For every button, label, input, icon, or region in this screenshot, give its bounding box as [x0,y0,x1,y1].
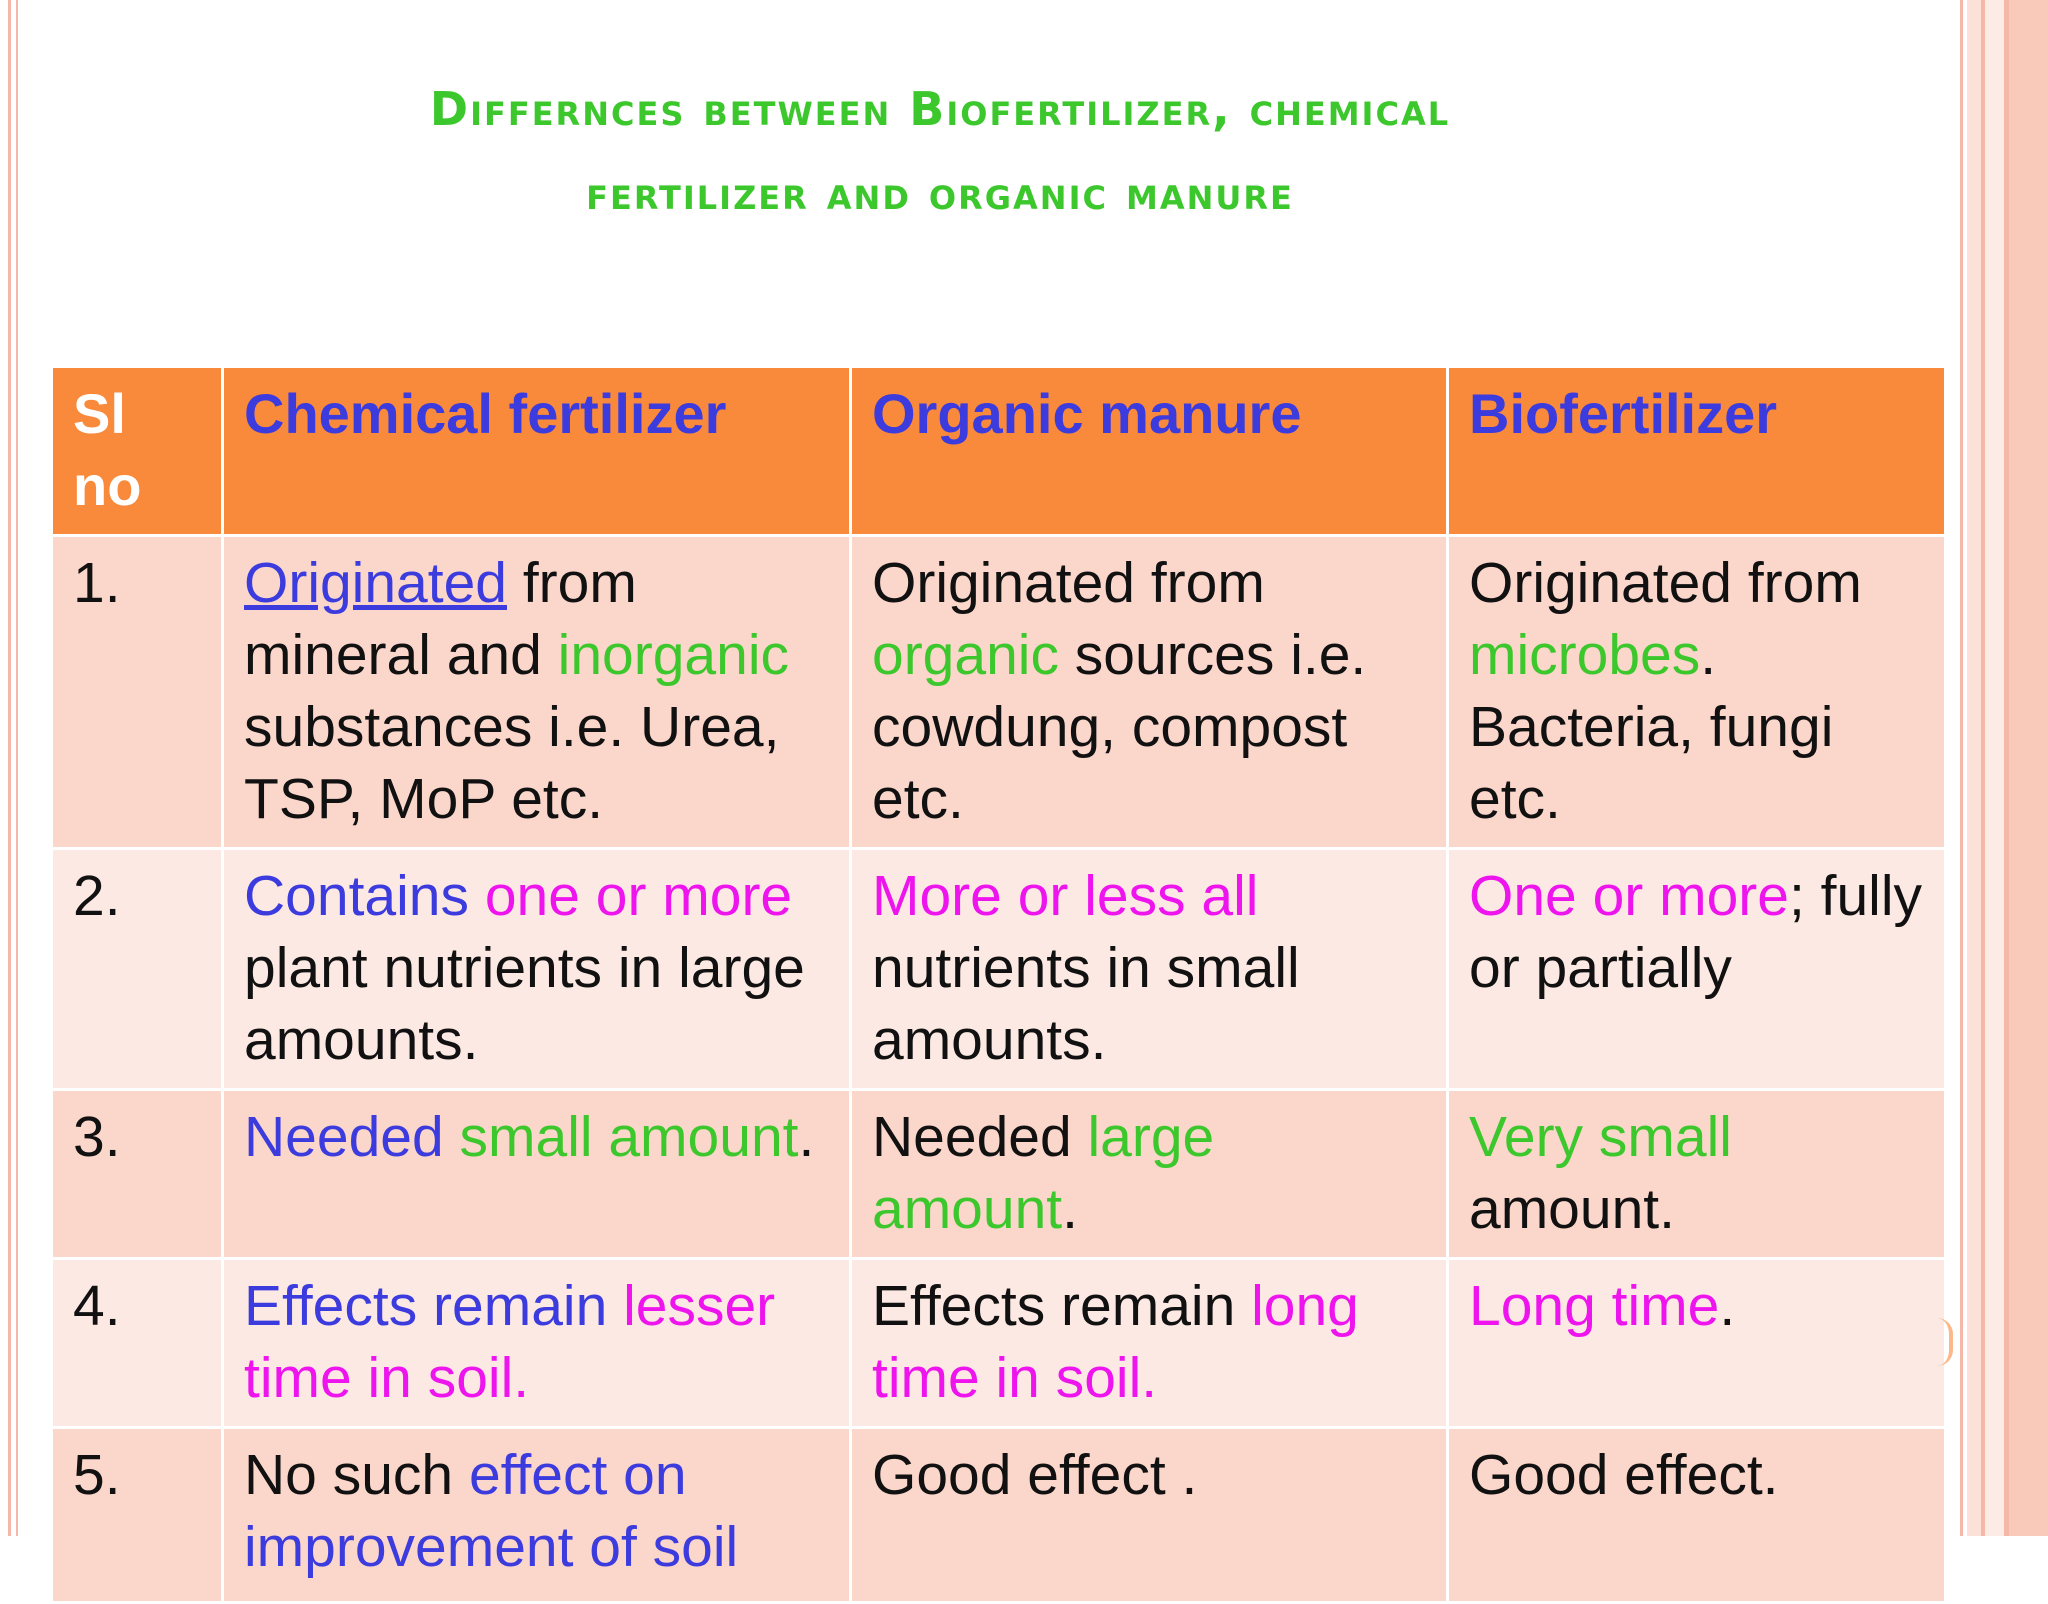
cell-text-segment: Originated from [872,551,1265,615]
cell-organic-manure [851,849,1448,1090]
cell-sl-no: 5. [52,1428,223,1603]
cell-biofertilizer [1448,849,1946,1090]
table-body [52,536,1946,1603]
cell-text-segment: ; fully or partially [1469,864,1923,1000]
header-chemical-fertilizer: Chemical fertilizer [223,367,851,536]
cell-sl-no: 3. [52,1090,223,1259]
left-border-line [8,0,11,1536]
cell-chemical-fertilizer [223,1428,851,1603]
header-organic-manure: Organic manure [851,367,1448,536]
cell-text-segment: long time in soil. [872,1274,1359,1410]
cell-sl-no: 1. [52,536,223,849]
cell-biofertilizer [1448,1259,1946,1428]
cell-text-segment: . [1062,1177,1078,1241]
cell-chemical-fertilizer [223,536,851,849]
edge-mark [1937,1318,1953,1366]
cell-biofertilizer [1448,1428,1946,1603]
cell-text-segment: . [798,1105,815,1169]
right-border-stripe [1960,0,1963,1536]
left-border-line [16,0,18,1536]
right-border-stripe [2009,0,2048,1536]
cell-text-segment: from mineral and [244,551,637,687]
cell-text-segment: Needed [244,1105,460,1169]
cell-organic-manure [851,1090,1448,1259]
cell-biofertilizer [1448,1090,1946,1259]
cell-chemical-fertilizer [223,1259,851,1428]
table-row [52,1090,1946,1259]
cell-text-segment: sources i.e. cowdung, compost etc. [872,623,1367,831]
cell-chemical-fertilizer [223,849,851,1090]
cell-text-segment: . [1719,1274,1736,1338]
cell-text-segment: One or more [1469,864,1789,928]
cell-text-segment: microbes [1469,623,1701,687]
cell-text-segment: one or more [484,864,793,928]
cell-text-segment: large amount [872,1105,1215,1241]
cell-text-segment: Effects remain [872,1274,1252,1338]
cell-text-segment: organic [872,623,1059,687]
cell-text-segment: Long time [1469,1274,1720,1338]
cell-text-segment: More or less all [872,864,1259,928]
header-sl-no: Sl no [52,367,223,536]
cell-text-segment: Effects remain [244,1274,624,1338]
cell-text-segment: Originated from [1469,551,1862,615]
table-row [52,1259,1946,1428]
cell-text-segment: plant nutrients in large amounts. [244,936,805,1072]
slide-title-line-2: fertilizer and organic manure [586,166,1294,220]
cell-text-segment: Good effect. [1469,1443,1779,1507]
table-row [52,536,1946,849]
cell-text-segment: Needed [872,1105,1088,1169]
cell-text-segment: amount. [1469,1177,1675,1241]
cell-sl-no: 4. [52,1259,223,1428]
cell-text-segment: lesser time in soil. [244,1274,776,1410]
cell-text-segment: substances i.e. Urea, TSP, MoP etc. [244,695,780,831]
cell-link-text[interactable]: Originated [244,551,507,615]
table-header-row [52,367,1946,536]
cell-organic-manure [851,1259,1448,1428]
cell-biofertilizer [1448,536,1946,849]
cell-text-segment: . Bacteria, fungi etc. [1469,623,1834,831]
right-border-stripe [1985,0,2004,1536]
cell-organic-manure [851,536,1448,849]
header-biofertilizer: Biofertilizer [1448,367,1946,536]
table-row [52,1428,1946,1603]
cell-text-segment: small amount [459,1105,799,1169]
cell-text-segment: Very small [1469,1105,1732,1169]
table-row [52,849,1946,1090]
right-border-stripe [1967,0,1981,1536]
cell-text-segment: No such [244,1443,469,1507]
comparison-table [50,365,1947,1604]
cell-text-segment: nutrients in small amounts. [872,936,1300,1072]
cell-text-segment: effect on improvement of soil [244,1443,739,1579]
slide-title-line-1: Differnces between Biofertilizer, chemical [429,82,1451,136]
cell-organic-manure [851,1428,1448,1603]
cell-text-segment: Good effect . [872,1443,1198,1507]
cell-sl-no: 2. [52,849,223,1090]
cell-text-segment: inorganic [557,623,789,687]
cell-text-segment: Contains [244,864,485,928]
cell-chemical-fertilizer [223,1090,851,1259]
